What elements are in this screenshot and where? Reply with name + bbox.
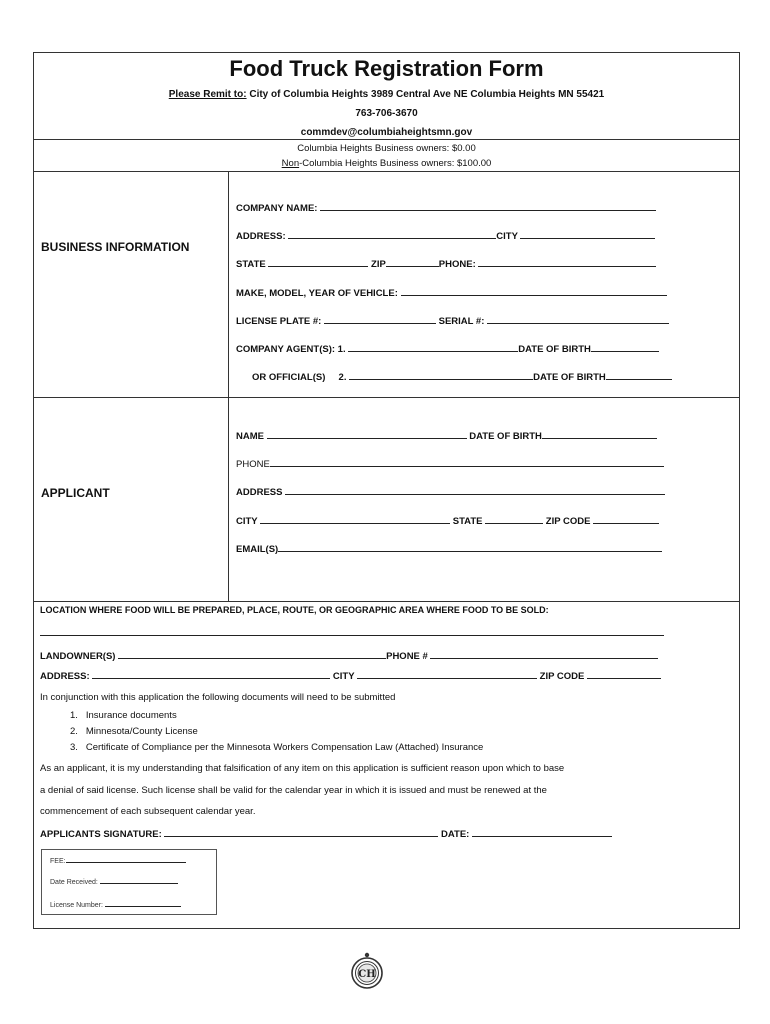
applicant-zip-label: ZIP CODE bbox=[545, 516, 591, 527]
fee-non-prefix: Non bbox=[281, 158, 300, 169]
form-frame bbox=[33, 52, 740, 929]
applicant-address-field[interactable] bbox=[236, 485, 665, 498]
serial-label: SERIAL #: bbox=[438, 316, 485, 327]
business-address-field[interactable] bbox=[236, 229, 655, 242]
plate-serial-field[interactable] bbox=[236, 314, 669, 327]
statement-line-1: As an applicant, it is my understanding that falsification of any item on this application is sufficient reason upon which to base bbox=[40, 763, 565, 774]
fee-nonresident-text: -Columbia Heights Business owners: $100.00 bbox=[299, 158, 492, 169]
official-dob-label: DATE OF BIRTH bbox=[533, 372, 606, 383]
applicant-dob-label: DATE OF BIRTH bbox=[469, 431, 542, 442]
document-item-3 bbox=[70, 742, 483, 753]
date-received-field[interactable] bbox=[50, 877, 178, 886]
company-name-field[interactable] bbox=[236, 201, 656, 214]
office-use-box bbox=[41, 849, 217, 915]
remit-label: Please Remit to: bbox=[168, 89, 247, 100]
office-email: commdev@columbiaheightsmn.gov bbox=[300, 127, 473, 138]
divider bbox=[34, 397, 739, 398]
form-title: Food Truck Registration Form bbox=[229, 56, 544, 81]
statement-line-3: commencement of each subsequent calendar year. bbox=[40, 806, 256, 817]
location-question: LOCATION WHERE FOOD WILL BE PREPARED, PLACE, ROUTE, OR GEOGRAPHIC AREA WHERE FOOD TO BE SOLD: bbox=[40, 605, 549, 615]
business-phone-label: PHONE: bbox=[438, 259, 476, 270]
business-state-label: STATE bbox=[236, 259, 266, 270]
list-text: Minnesota/County License bbox=[85, 726, 198, 737]
office-phone: 763-706-3670 bbox=[355, 108, 418, 119]
signature-label: APPLICANTS SIGNATURE: bbox=[40, 829, 162, 840]
applicant-email-label: EMAIL(S) bbox=[236, 544, 279, 555]
applicant-city-label: CITY bbox=[236, 516, 258, 527]
statement-line-2: a denial of said license. Such license shall be valid for the calendar year in which it is issued and must be renewed at the bbox=[40, 785, 547, 796]
fee-office-label: FEE: bbox=[50, 858, 66, 865]
remit-address: City of Columbia Heights 3989 Central Ave NE Columbia Heights MN 55421 bbox=[246, 89, 605, 100]
list-number: 1. bbox=[70, 710, 78, 721]
landowner-field[interactable] bbox=[40, 649, 658, 662]
remit-line bbox=[34, 89, 739, 100]
divider bbox=[34, 601, 739, 602]
list-number: 2. bbox=[70, 726, 78, 737]
license-number-label: License Number: bbox=[50, 902, 103, 909]
document-item-1 bbox=[70, 710, 177, 721]
business-zip-label: ZIP bbox=[371, 259, 386, 270]
landowner-phone-label: PHONE # bbox=[386, 651, 428, 662]
signature-date-label: DATE: bbox=[441, 829, 470, 840]
license-plate-label: LICENSE PLATE #: bbox=[236, 316, 322, 327]
applicant-name-field[interactable] bbox=[236, 429, 657, 442]
fee-resident: Columbia Heights Business owners: $0.00 bbox=[297, 143, 476, 154]
divider bbox=[34, 139, 739, 140]
applicant-address-label: ADDRESS bbox=[236, 487, 283, 498]
vehicle-field[interactable] bbox=[236, 286, 667, 299]
business-section-label: BUSINESS INFORMATION bbox=[41, 240, 190, 254]
company-official-field[interactable] bbox=[252, 370, 672, 383]
company-name-label: COMPANY NAME: bbox=[236, 203, 318, 214]
applicant-section-label: APPLICANT bbox=[41, 486, 110, 500]
applicant-name-label: NAME bbox=[236, 431, 264, 442]
landowner-label: LANDOWNER(S) bbox=[40, 651, 116, 662]
applicant-city-state-zip-field[interactable] bbox=[236, 514, 659, 527]
documents-intro: In conjunction with this application the following documents will need to be submitted bbox=[40, 692, 396, 703]
business-city-label: CITY bbox=[496, 231, 518, 242]
vehicle-label: MAKE, MODEL, YEAR OF VEHICLE: bbox=[236, 288, 398, 299]
applicant-phone-label: PHONE bbox=[236, 459, 270, 470]
list-text: Insurance documents bbox=[85, 710, 177, 721]
fee-nonresident bbox=[34, 158, 739, 169]
applicant-phone-field[interactable] bbox=[236, 457, 664, 470]
document-item-2 bbox=[70, 726, 198, 737]
date-received-label: Date Received: bbox=[50, 879, 98, 886]
seal-monogram: CH bbox=[358, 969, 376, 980]
location-zip-label: ZIP CODE bbox=[539, 671, 585, 682]
divider bbox=[34, 171, 739, 172]
signature-field[interactable] bbox=[40, 827, 612, 840]
business-address-label: ADDRESS: bbox=[236, 231, 286, 242]
list-text: Certificate of Compliance per the Minnesota Workers Compensation Law (Attached) Insurance bbox=[85, 742, 484, 753]
location-city-label: CITY bbox=[332, 671, 355, 682]
applicant-state-label: STATE bbox=[452, 516, 483, 527]
list-number: 3. bbox=[70, 742, 78, 753]
license-number-field[interactable] bbox=[50, 900, 181, 909]
fee-office-field[interactable] bbox=[50, 856, 186, 865]
company-agent-label: COMPANY AGENT(S): 1. bbox=[236, 344, 346, 355]
agent-dob-label: DATE OF BIRTH bbox=[518, 344, 591, 355]
location-address-label: ADDRESS: bbox=[40, 671, 90, 682]
location-address-field[interactable] bbox=[40, 669, 661, 682]
applicant-email-field[interactable] bbox=[236, 542, 662, 555]
location-answer-line[interactable] bbox=[40, 635, 664, 636]
business-state-zip-phone-field[interactable] bbox=[236, 257, 656, 270]
company-agent-field[interactable] bbox=[236, 342, 659, 355]
city-seal-icon bbox=[351, 950, 383, 990]
company-official-label: OR OFFICIAL(S) 2. bbox=[252, 372, 347, 383]
column-divider bbox=[228, 171, 229, 601]
